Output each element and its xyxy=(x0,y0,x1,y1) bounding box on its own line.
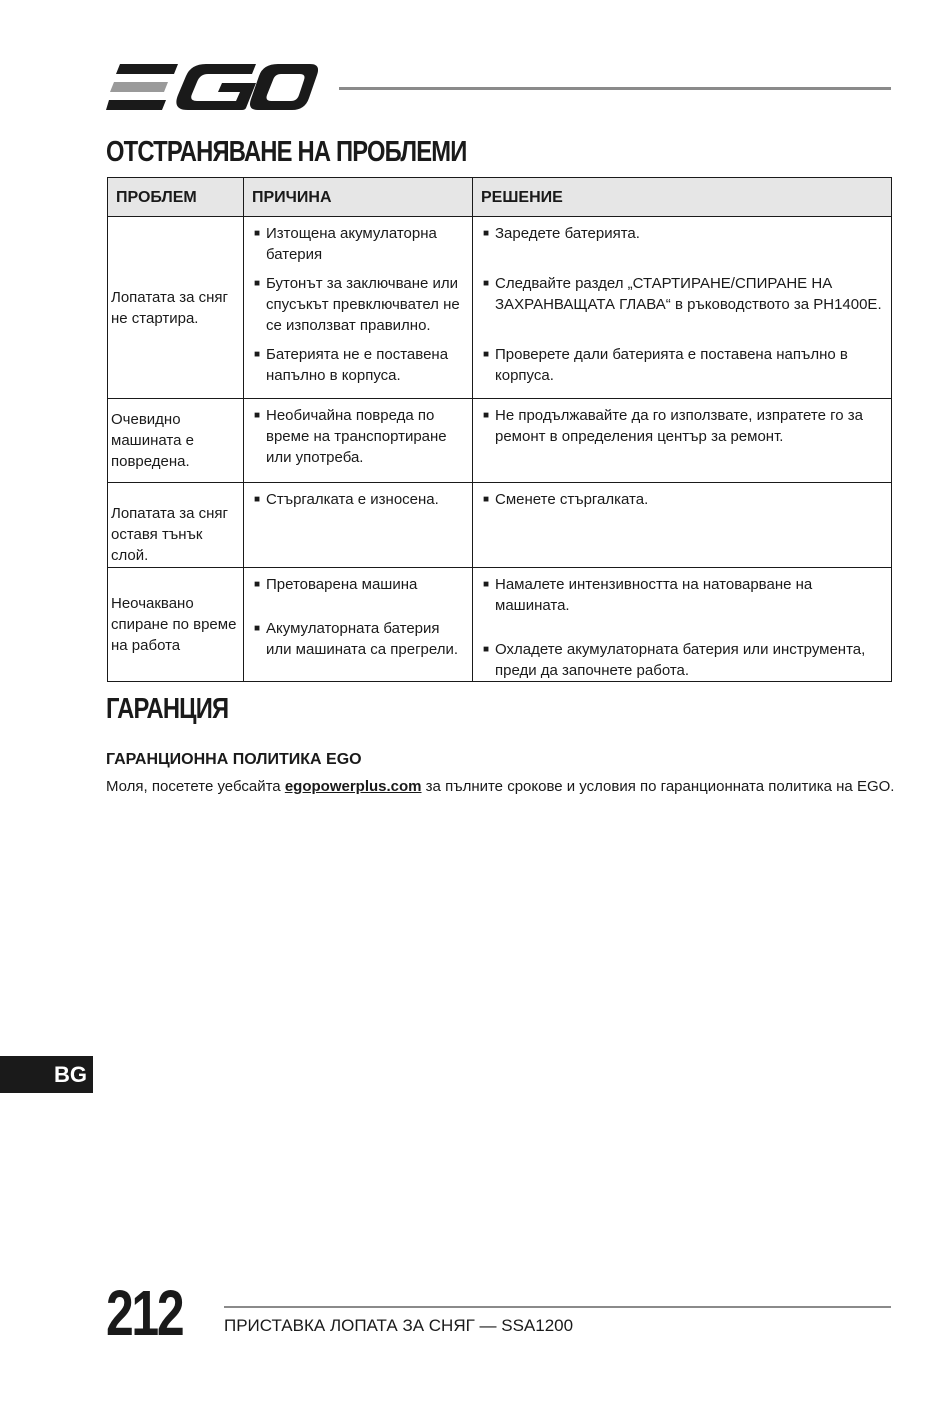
page-number: 212 xyxy=(106,1277,183,1349)
bullet-icon: ■ xyxy=(482,228,490,239)
cause-cell xyxy=(244,399,473,483)
bullet-icon: ■ xyxy=(482,278,490,289)
solution-text: Следвайте раздел „СТАРТИРАНЕ/СПИРАНЕ НА ЗАХРАНВАЩАТА ГЛАВА“ в ръководството за PH1400E. xyxy=(495,275,882,313)
cause-text: Бутонът за заключване или спусъкът превключвател не се използват правилно. xyxy=(266,275,460,334)
table-row xyxy=(108,568,892,682)
warranty-policy-heading: ГАРАНЦИОННА ПОЛИТИКА EGO xyxy=(106,751,362,768)
cause-text: Претоварена машина xyxy=(266,576,418,593)
bullet-icon: ■ xyxy=(253,623,261,634)
solution-text: Сменете стъргалката. xyxy=(495,491,649,508)
solution-cell xyxy=(473,483,892,568)
list-item xyxy=(248,223,468,265)
bullet-icon: ■ xyxy=(253,579,261,590)
bullet-icon: ■ xyxy=(253,228,261,239)
cause-text: Батерията не е поставена напълно в корпуса. xyxy=(266,346,449,384)
list-item xyxy=(477,639,887,681)
cause-cell xyxy=(244,217,473,399)
bullet-icon: ■ xyxy=(482,579,490,590)
bullet-icon: ■ xyxy=(253,410,261,421)
warranty-text-before: Моля, посетете уебсайта xyxy=(106,778,285,795)
cause-text: Изтощена акумулаторна батерия xyxy=(266,225,437,263)
troubleshooting-title: ОТСТРАНЯВАНЕ НА ПРОБЛЕМИ xyxy=(106,136,467,168)
list-item xyxy=(477,574,887,616)
cause-text: Необичайна повреда по време на транспортиране или употреба. xyxy=(266,407,447,466)
bullet-icon: ■ xyxy=(253,278,261,289)
list-item xyxy=(248,618,468,660)
solution-text: Проверете дали батерията е поставена напълно в корпуса. xyxy=(495,346,848,384)
bullet-icon: ■ xyxy=(482,410,490,421)
problem-cell: Очевидно машината е повредена. xyxy=(108,399,244,483)
problem-cell: Лопатата за сняг оставя тънък слой. xyxy=(108,483,244,568)
solution-cell xyxy=(473,568,892,682)
bullet-icon: ■ xyxy=(482,349,490,360)
solution-text: Не продължавайте да го използвате, изпратете го за ремонт в определения център за ремонт. xyxy=(495,407,863,445)
bullet-icon: ■ xyxy=(482,644,490,655)
column-header-cause: ПРИЧИНА xyxy=(244,178,473,217)
list-item xyxy=(248,489,468,510)
solution-cell xyxy=(473,399,892,483)
column-header-problem: ПРОБЛЕМ xyxy=(108,178,244,217)
cause-cell xyxy=(244,483,473,568)
list-item xyxy=(248,273,468,336)
table-row xyxy=(108,483,892,568)
solution-text: Намалете интензивността на натоварване на машината. xyxy=(495,576,813,614)
solution-text: Заредете батерията. xyxy=(495,225,640,242)
document-title: ПРИСТАВКА ЛОПАТА ЗА СНЯГ — SSA1200 xyxy=(224,1316,574,1335)
list-item xyxy=(248,405,468,468)
cause-cell xyxy=(244,568,473,682)
footer-rule xyxy=(224,1306,891,1308)
list-item xyxy=(248,344,468,386)
table-row xyxy=(108,217,892,399)
website-link[interactable]: egopowerplus.com xyxy=(284,778,422,795)
warranty-title: ГАРАНЦИЯ xyxy=(106,693,229,725)
list-item xyxy=(477,344,887,386)
table-row xyxy=(108,399,892,483)
bullet-icon: ■ xyxy=(253,494,261,505)
list-item xyxy=(477,223,887,244)
cause-text: Стъргалката е износена. xyxy=(266,491,439,508)
list-item xyxy=(477,405,887,447)
table-header-row xyxy=(108,178,892,217)
column-header-solution: РЕШЕНИЕ xyxy=(473,178,892,217)
troubleshooting-table xyxy=(107,177,892,682)
solution-cell xyxy=(473,217,892,399)
list-item xyxy=(477,273,887,315)
bullet-icon: ■ xyxy=(482,494,490,505)
problem-cell: Лопатата за сняг не стартира. xyxy=(108,217,244,399)
problem-cell: Неочаквано спиране по време на работа xyxy=(108,568,244,682)
solution-text: Охладете акумулаторната батерия или инструмента, преди да започнете работа. xyxy=(495,641,866,679)
cause-text: Акумулаторната батерия или машината са прегрели. xyxy=(266,620,459,658)
list-item xyxy=(477,489,887,510)
warranty-text-after: за пълните срокове и условия по гаранционната политика на EGO. xyxy=(421,778,895,795)
list-item xyxy=(248,574,468,595)
bullet-icon: ■ xyxy=(253,349,261,360)
language-tab: BG xyxy=(0,1056,93,1093)
header-rule xyxy=(339,87,891,90)
warranty-paragraph xyxy=(106,778,894,795)
ego-logo xyxy=(106,62,318,112)
